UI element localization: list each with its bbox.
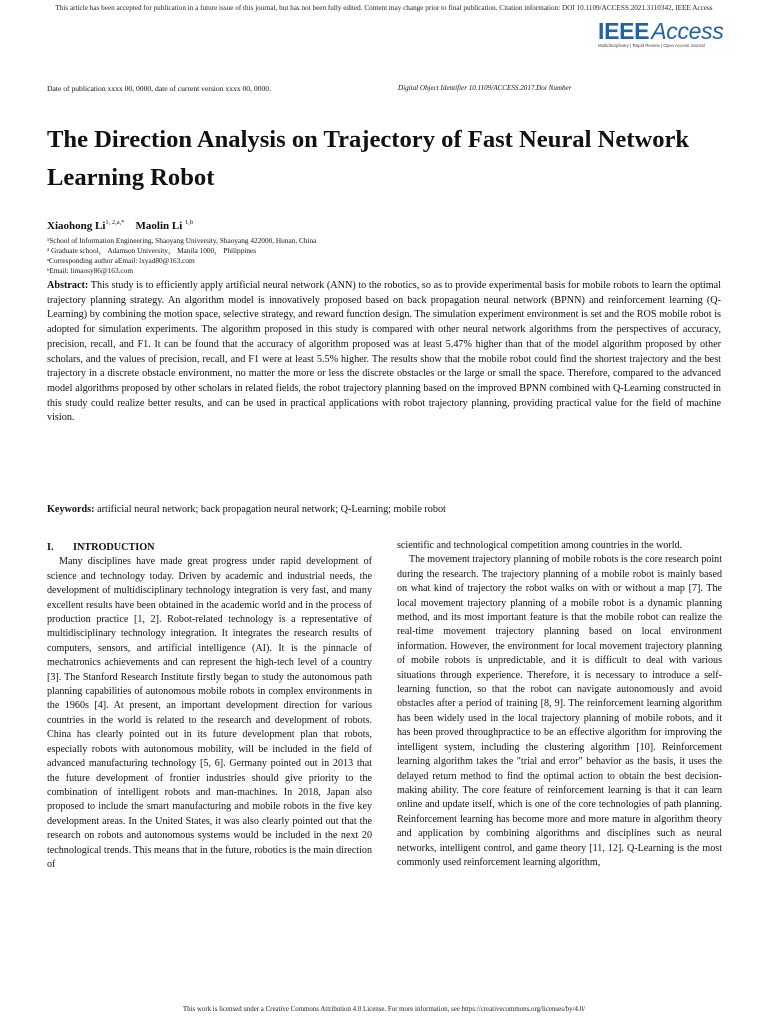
keywords-label: Keywords:	[47, 504, 95, 515]
body-paragraph: The movement trajectory planning of mobile robots is the core research point during the research. The trajectory planning of a mobile robot is mainly based on what kind of trajectory the robot walks on with or without a map [7]. The local movement trajectory planning of a mobile robot is a dynamic planning method, and its most important feature is that the mobile robot can realize the real-time movement trajectory planning based on local environment information. However, the environment for local movement trajectory planning of mobile robots is unpredictable, and it is difficult to deal with various situations through experience. Therefore, it is necessary to introduce a self-learning function, so that the robot can navigate autonomously and avoid obstacles after a period of training [8, 9]. The reinforcement learning algorithm has been widely used in the local trajectory planning of mobile robots, and it has been proved throughpractice to be an effective algorithm for improving the intelligent system, including the clustering algorithm [10]. Reinforcement learning algorithm takes the "trial and error" behavior as the basis, it uses the delayed return method to find the optimal action to obtain the best decision-making ability. The core feature of reinforcement learning is that it can learn online and update itself, which is one of the core technologies of path planning. Reinforcement learning has become more and more mature in algorithm theory and application by combining algorithms and disciplines such as neural networks, intelligent control, and game theory [11, 12]. Q-Learning is the most commonly used reinforcement learning algorithm,	[397, 554, 722, 868]
author-affiliation-marker: 1, 2,a,*	[105, 219, 125, 226]
keywords-text: artificial neural network; back propagation neural network; Q-Learning; mobile robot	[97, 504, 446, 515]
author-affiliation-marker: 1,b	[185, 219, 194, 226]
logo-brand: IEEE	[598, 18, 650, 44]
doi-line: Digital Object Identifier 10.1109/ACCESS.2017.Doi Number	[398, 84, 572, 92]
section-heading	[47, 541, 372, 555]
logo-product: Access	[651, 18, 724, 44]
abstract	[47, 279, 721, 426]
right-column	[397, 539, 722, 870]
keywords	[47, 503, 721, 517]
affiliation-line: ᵃCorresponding author aEmail: lxyad80@163.com	[47, 256, 195, 265]
affiliation-line: ¹School of Information Engineering, Shaoyang University, Shaoyang 422000, Hunan, China	[47, 236, 317, 245]
section-title: INTRODUCTION	[73, 542, 155, 553]
affiliations	[47, 236, 316, 276]
author-name: Maolin Li	[135, 220, 183, 232]
logo-wordmark	[598, 18, 758, 44]
body-paragraph: Many disciplines have made great progress under rapid development of science and technology today. Driven by academic and industrial needs, the development of multidisciplinary technology integration is very fast, and many excellent results have been obtained in the academic world and in the process of production practice [1, 2]. Robot-related technology is a representative of multidisciplinary technology integration. It integrates the research results of computers, sensors, and artificial intelligence (AI). It is the pinnacle of mechatronics achievements and can represent the high-tech level of a country [3]. The Stanford Research Institute firstly began to study the autonomous path planning capabilities of autonomous mobile robots in complex environments in the 1960s [4]. At present, an important development direction for various countries in the world is related to the research and development of robots. China has clearly pointed out in its future development plan that robots, especially robots with autonomous mobility, will be included in the field of advanced manufacturing technology [5, 6]. Germany pointed out in 2013 that the future development of frontier industries should give priority to the combination of intelligent robots and man-machines. In 2018, Japan also proposed to include the smart manufacturing and mobile robots in the five key development areas. In the United States, it was also clearly pointed out that the research on robots and autonomous systems would be included in the next 20 technological trends. This means that in the future, robotics is the main direction of	[47, 556, 372, 870]
abstract-text: This study is to efficiently apply artificial neural network (ANN) to the robotics, so as to provide experimental basis for mobile robots to learn the optimal trajectory planning strategy. An algorithm model is innovatively proposed based on back propagation neural network (BPNN) and reinforcement learning (Q-Learning) by combining the motion space, selective strategy, and reward function design. The simulation experiment environment is set and the ROS mobile robot is adopted for simulation experiments. The algorithm proposed in this study is compared with other neural network algorithms from the perspectives of accuracy, precision, recall, and F1. It can be found that the accuracy of algorithm proposed was at least 5.47% higher than that of the model algorithm proposed by other scholars, and the values of precision, recall, and F1 were at least 5.5% higher. The results show that the mobile robot could find the shortest trajectory and the best trajectory in a discrete obstacle environment, no matter the more or less the discrete obstacles or the large or small the space. Therefore, compared to the advanced model algorithms proposed by other scholars in related fields, the robot trajectory planning based on the improved BPNN combined with Q-Learning constructed in this study could realize better results, and can be used in practical applications with robot trajectory planning, providing practical value for the field of machine vision.	[47, 280, 721, 424]
logo-tagline: Multidisciplinary | Rapid Review | Open Access Journal	[598, 43, 705, 48]
author-list	[47, 216, 193, 233]
abstract-label: Abstract:	[47, 280, 89, 291]
publication-dates: Date of publication xxxx 00, 0000, date of current version xxxx 00, 0000.	[47, 84, 271, 93]
ieee-access-logo	[598, 18, 758, 49]
affiliation-line: ² Graduate school， Adamson University， Manila 1000， Philippines	[47, 246, 257, 255]
author-name: Xiaohong Li	[47, 220, 106, 232]
paper-title: The Direction Analysis on Trajectory of Fast Neural Network Learning Robot	[47, 126, 690, 191]
license-footer: This work is licensed under a Creative Commons Attribution 4.0 License. For more information, see https://creativecommons.org/licenses/by/4.0/	[182, 1006, 586, 1013]
body-paragraph: scientific and technological competition among countries in the world.	[397, 540, 683, 551]
publication-notice: This article has been accepted for publication in a future issue of this journal, but has not been fully edited. Content may change prior to final publication. Citation information: DOI 10.1109/ACCESS.2021.3110342, IEEE Access	[55, 4, 713, 12]
affiliation-line: ᵇEmail: limaosy86@163.com	[47, 266, 133, 275]
left-column	[47, 541, 372, 872]
section-number: I.	[47, 542, 54, 553]
